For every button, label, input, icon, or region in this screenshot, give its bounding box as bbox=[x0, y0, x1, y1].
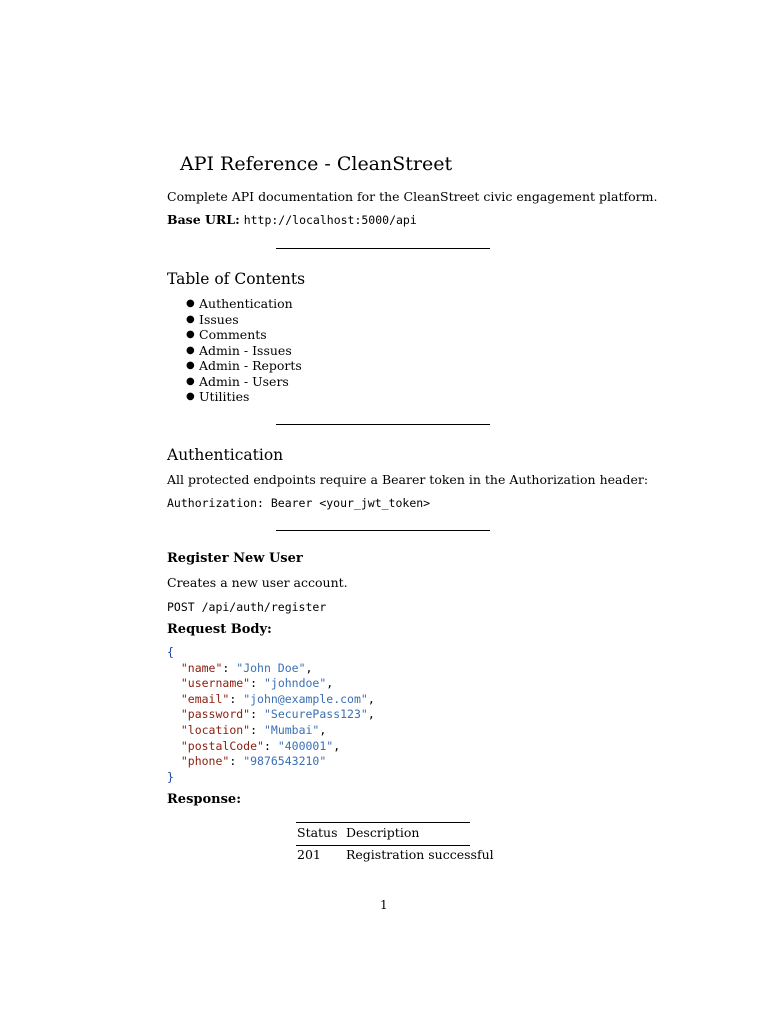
response-label: Response: bbox=[167, 792, 241, 807]
bullet-icon: ● bbox=[186, 313, 195, 325]
intro-text: Complete API documentation for the CleanStreet civic engagement platform. bbox=[167, 189, 658, 204]
auth-heading: Authentication bbox=[167, 446, 284, 464]
json-value: "john@example.com" bbox=[243, 691, 368, 706]
json-key: "phone" bbox=[180, 754, 230, 769]
request-body-label: Request Body: bbox=[167, 622, 272, 637]
base-url-value: http://localhost:5000/api bbox=[243, 213, 417, 227]
json-key: "email" bbox=[180, 691, 230, 706]
bullet-icon: ● bbox=[186, 360, 195, 371]
toc-item[interactable]: ● Admin - Reports bbox=[186, 358, 302, 373]
page-number: 1 bbox=[380, 898, 388, 912]
json-value: "John Doe" bbox=[236, 660, 306, 675]
json-key: "username" bbox=[180, 676, 251, 691]
table-top-rule bbox=[296, 822, 470, 823]
register-heading: Register New User bbox=[167, 551, 303, 566]
toc-heading: Table of Contents bbox=[167, 270, 306, 288]
request-body-code: { "name": "John Doe", "username": "johndoe", "email": "john@example.com", "password": "SecurePass123", "location": "Mumbai", "postalCode": "400001", "phone": "9876543210" } bbox=[167, 645, 375, 784]
bullet-icon: ● bbox=[186, 329, 195, 340]
table-cell-description: Registration successful bbox=[346, 847, 494, 862]
page-title: API Reference - CleanStreet bbox=[180, 153, 453, 175]
bullet-icon: ● bbox=[186, 298, 195, 309]
json-value: "400001" bbox=[277, 738, 334, 753]
bullet-icon: ● bbox=[186, 391, 195, 402]
json-key: "postalCode" bbox=[180, 738, 264, 753]
table-header-rule bbox=[296, 845, 470, 846]
base-url-label: Base URL: bbox=[167, 212, 240, 227]
json-open-brace: { bbox=[167, 645, 174, 659]
json-value: "9876543210" bbox=[243, 754, 327, 769]
json-key: "location" bbox=[180, 722, 251, 737]
divider bbox=[276, 424, 490, 425]
table-header-description: Description bbox=[346, 825, 420, 840]
json-value: "SecurePass123" bbox=[263, 707, 368, 722]
auth-header-example: Authorization: Bearer <your_jwt_token> bbox=[167, 496, 431, 510]
bullet-icon: ● bbox=[186, 375, 195, 387]
register-description: Creates a new user account. bbox=[167, 575, 348, 590]
register-endpoint: POST /api/auth/register bbox=[167, 600, 327, 614]
json-key: "password" bbox=[180, 707, 251, 722]
toc-item[interactable]: ● Utilities bbox=[186, 389, 250, 404]
toc-item[interactable]: ● Comments bbox=[186, 327, 267, 342]
divider bbox=[276, 530, 490, 531]
toc-item[interactable]: ● Authentication bbox=[186, 296, 293, 311]
bullet-icon: ● bbox=[186, 344, 195, 356]
json-key: "name" bbox=[180, 660, 223, 675]
table-header-status: Status bbox=[297, 825, 338, 840]
toc-item[interactable]: ● Admin - Issues bbox=[186, 342, 292, 358]
base-url bbox=[167, 212, 417, 227]
json-close-brace: } bbox=[167, 769, 174, 784]
json-value: "johndoe" bbox=[263, 676, 327, 691]
toc-item[interactable]: ● Issues bbox=[186, 311, 239, 327]
auth-description: All protected endpoints require a Bearer token in the Authorization header: bbox=[167, 472, 649, 487]
toc-list bbox=[183, 296, 302, 405]
table-cell-status: 201 bbox=[297, 847, 321, 862]
json-value: "Mumbai" bbox=[263, 722, 320, 737]
divider bbox=[276, 248, 490, 249]
toc-item[interactable]: ● Admin - Users bbox=[186, 373, 289, 389]
